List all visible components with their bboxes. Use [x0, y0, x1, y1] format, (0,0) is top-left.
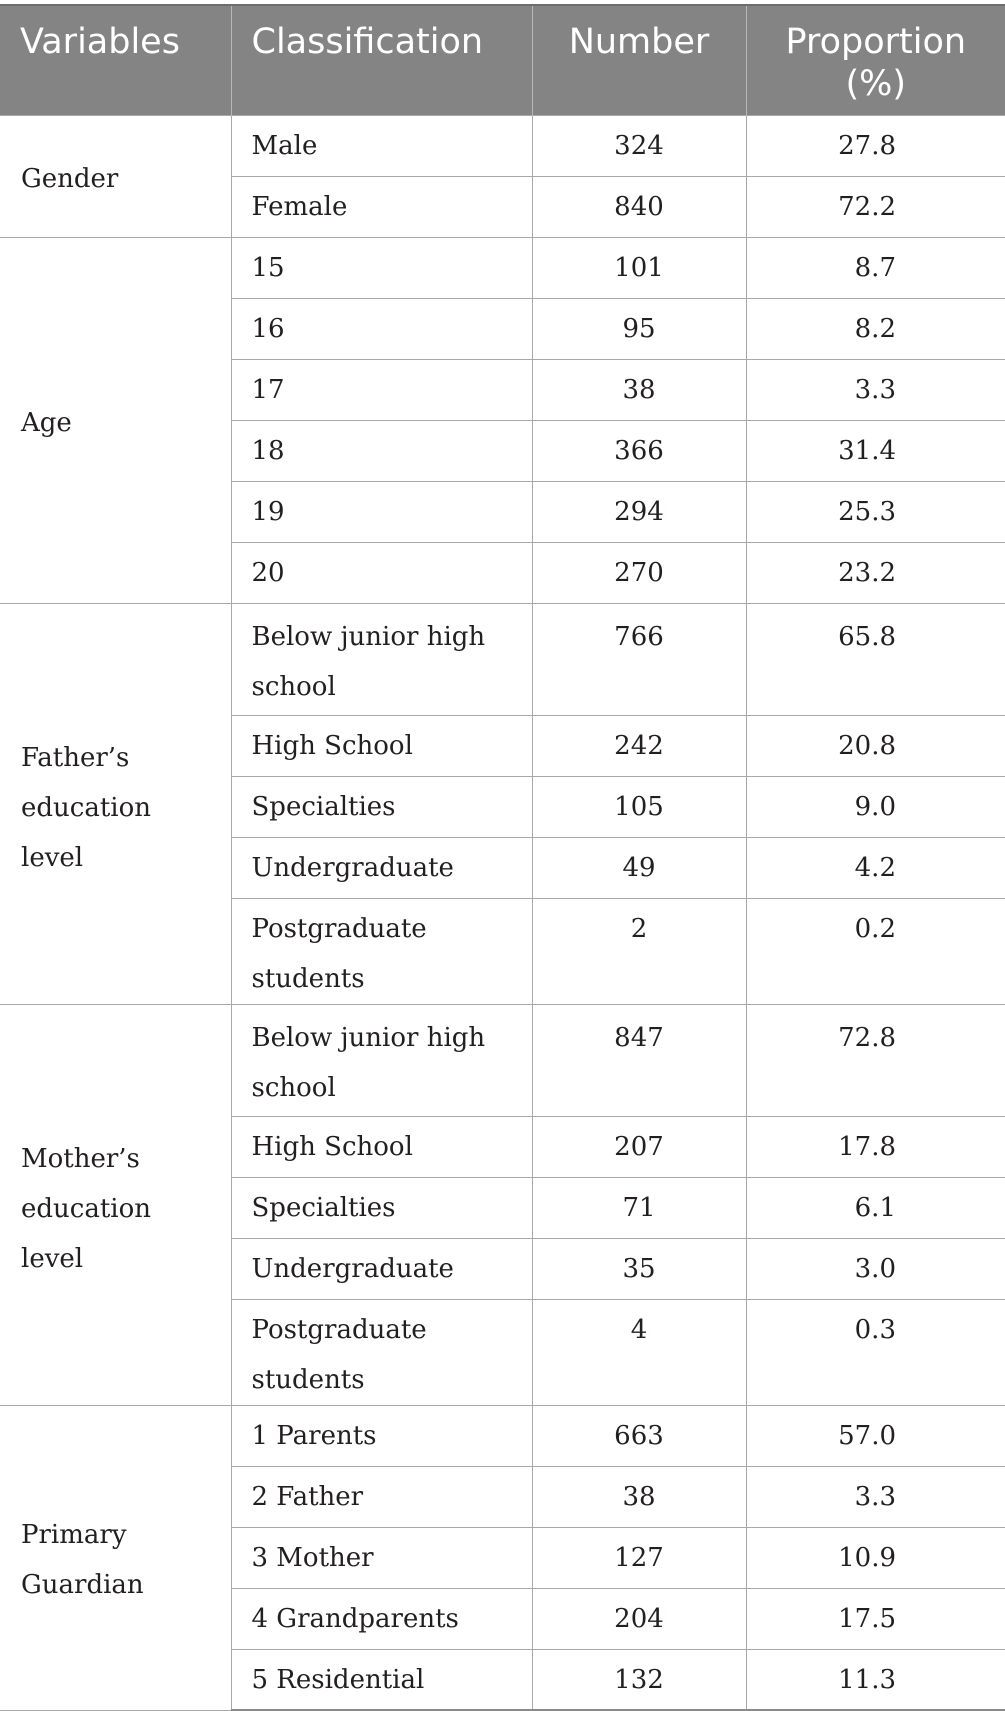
number-cell: 366 — [532, 420, 746, 481]
header-variables: Variables — [0, 5, 231, 115]
classification-cell: Undergraduate — [231, 1238, 532, 1299]
proportion-cell: 3.3 — [746, 359, 1005, 420]
number-cell: 847 — [532, 1004, 746, 1116]
proportion-cell: 72.2 — [746, 176, 1005, 237]
proportion-cell: 31.4 — [746, 420, 1005, 481]
number-cell: 324 — [532, 115, 746, 176]
proportion-cell: 11.3 — [746, 1649, 1005, 1710]
number-cell: 242 — [532, 715, 746, 776]
table-row — [0, 1004, 1005, 1116]
number-cell: 71 — [532, 1177, 746, 1238]
proportion-cell: 3.0 — [746, 1238, 1005, 1299]
proportion-cell: 9.0 — [746, 776, 1005, 837]
proportion-cell: 23.2 — [746, 542, 1005, 603]
number-cell: 204 — [532, 1588, 746, 1649]
proportion-cell: 27.8 — [746, 115, 1005, 176]
proportion-cell: 57.0 — [746, 1405, 1005, 1466]
proportion-cell: 8.2 — [746, 298, 1005, 359]
proportion-cell: 17.8 — [746, 1116, 1005, 1177]
header-row — [0, 5, 1005, 115]
number-cell: 35 — [532, 1238, 746, 1299]
number-cell: 38 — [532, 1466, 746, 1527]
number-cell: 294 — [532, 481, 746, 542]
variable-cell: Primary Guardian — [0, 1405, 231, 1710]
number-cell: 270 — [532, 542, 746, 603]
proportion-cell: 6.1 — [746, 1177, 1005, 1238]
variable-cell: Age — [0, 237, 231, 603]
table-row — [0, 115, 1005, 176]
number-cell: 766 — [532, 603, 746, 715]
classification-cell: Female — [231, 176, 532, 237]
table-row — [0, 1405, 1005, 1466]
header-number: Number — [532, 5, 746, 115]
number-cell: 95 — [532, 298, 746, 359]
classification-cell: Postgraduate students — [231, 898, 532, 1004]
data-table-container — [0, 4, 1005, 1711]
number-cell: 663 — [532, 1405, 746, 1466]
proportion-cell: 25.3 — [746, 481, 1005, 542]
number-cell: 2 — [532, 898, 746, 1004]
classification-cell: 20 — [231, 542, 532, 603]
proportion-cell: 65.8 — [746, 603, 1005, 715]
demographics-table — [0, 4, 1005, 1711]
number-cell: 38 — [532, 359, 746, 420]
proportion-cell: 10.9 — [746, 1527, 1005, 1588]
classification-cell: 16 — [231, 298, 532, 359]
table-row — [0, 237, 1005, 298]
table-body — [0, 115, 1005, 1710]
classification-cell: 3 Mother — [231, 1527, 532, 1588]
proportion-cell: 20.8 — [746, 715, 1005, 776]
classification-cell: High School — [231, 1116, 532, 1177]
classification-cell: 4 Grandparents — [231, 1588, 532, 1649]
proportion-cell: 0.3 — [746, 1299, 1005, 1405]
number-cell: 127 — [532, 1527, 746, 1588]
classification-cell: Male — [231, 115, 532, 176]
variable-cell: Gender — [0, 115, 231, 237]
classification-cell: 18 — [231, 420, 532, 481]
classification-cell: Specialties — [231, 776, 532, 837]
proportion-cell: 72.8 — [746, 1004, 1005, 1116]
proportion-cell: 0.2 — [746, 898, 1005, 1004]
classification-cell: Undergraduate — [231, 837, 532, 898]
classification-cell: 17 — [231, 359, 532, 420]
variable-cell: Mother’s education level — [0, 1004, 231, 1405]
classification-cell: 5 Residential — [231, 1649, 532, 1710]
classification-cell: Specialties — [231, 1177, 532, 1238]
proportion-cell: 3.3 — [746, 1466, 1005, 1527]
number-cell: 207 — [532, 1116, 746, 1177]
classification-cell: 15 — [231, 237, 532, 298]
table-row — [0, 603, 1005, 715]
proportion-cell: 4.2 — [746, 837, 1005, 898]
classification-cell: 1 Parents — [231, 1405, 532, 1466]
classification-cell: High School — [231, 715, 532, 776]
table-header — [0, 5, 1005, 115]
number-cell: 49 — [532, 837, 746, 898]
number-cell: 105 — [532, 776, 746, 837]
variable-cell: Father’s education level — [0, 603, 231, 1004]
header-proportion: Proportion (%) — [746, 5, 1005, 115]
number-cell: 840 — [532, 176, 746, 237]
number-cell: 4 — [532, 1299, 746, 1405]
number-cell: 101 — [532, 237, 746, 298]
classification-cell: Below junior high school — [231, 603, 532, 715]
classification-cell: Below junior high school — [231, 1004, 532, 1116]
header-classification: Classification — [231, 5, 532, 115]
proportion-cell: 8.7 — [746, 237, 1005, 298]
proportion-cell: 17.5 — [746, 1588, 1005, 1649]
classification-cell: 19 — [231, 481, 532, 542]
number-cell: 132 — [532, 1649, 746, 1710]
classification-cell: 2 Father — [231, 1466, 532, 1527]
classification-cell: Postgraduate students — [231, 1299, 532, 1405]
